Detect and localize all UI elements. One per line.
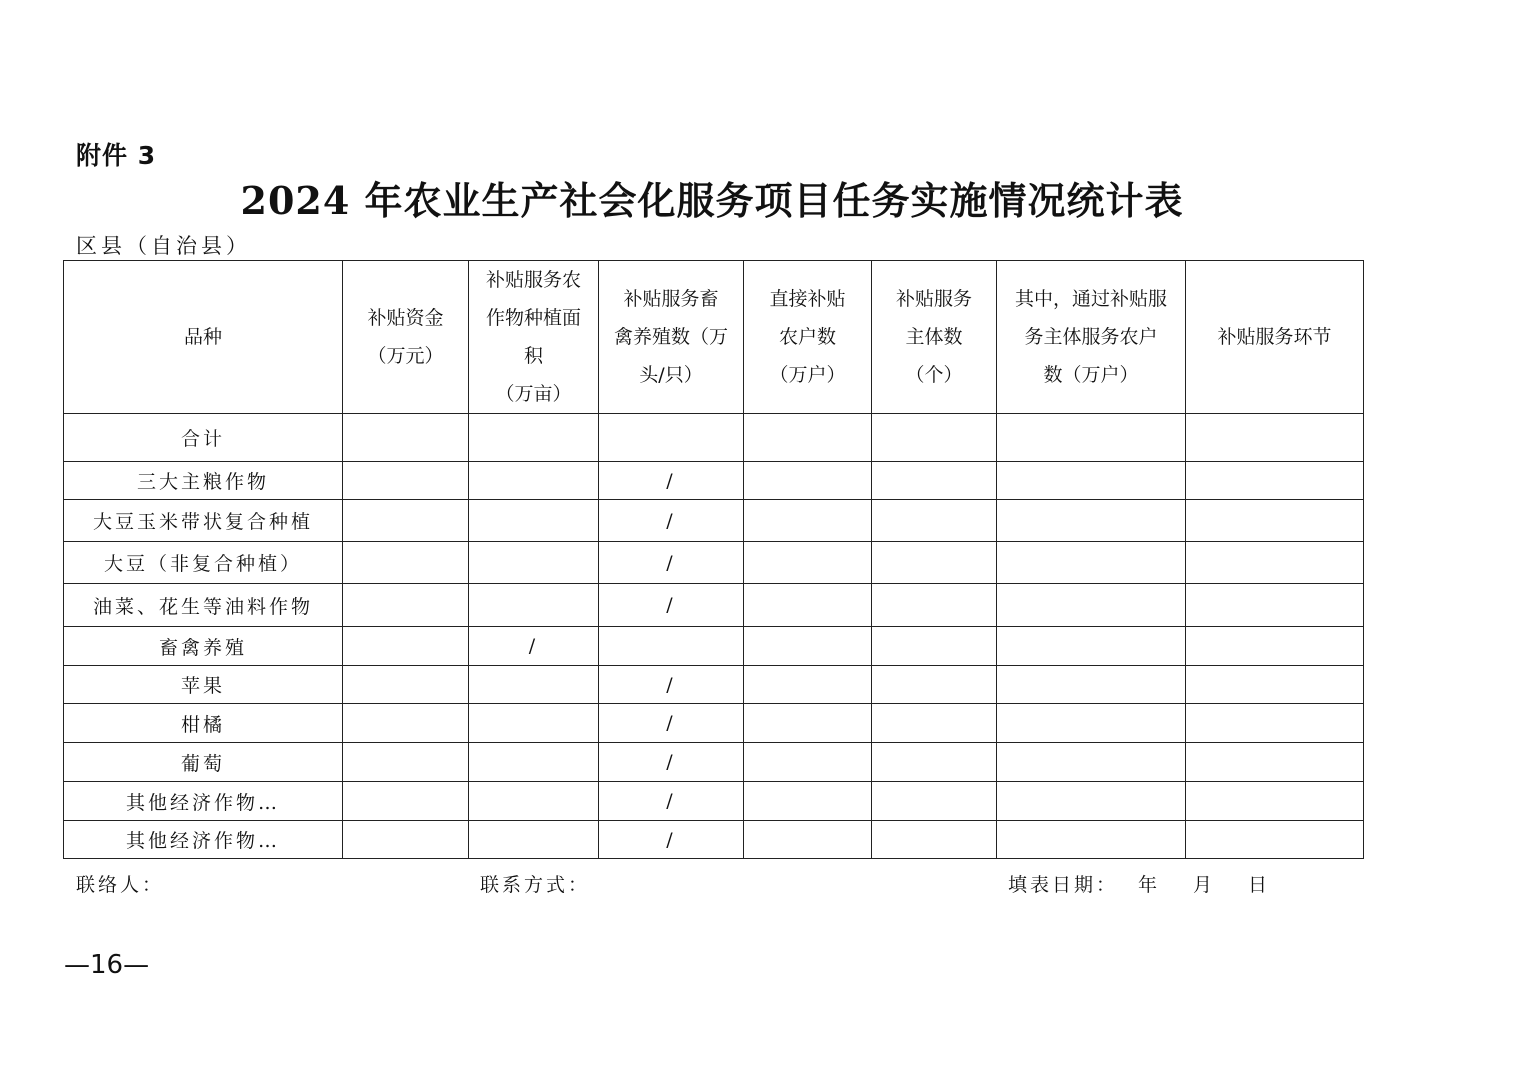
fill-date-label: 填表日期： (1008, 874, 1119, 896)
table-cell (744, 782, 872, 821)
table-cell (744, 542, 872, 584)
table-row (64, 462, 1364, 500)
contact-method-label: 联系方式： (480, 874, 591, 896)
row-variety-cell: 油菜、花生等油料作物 (64, 584, 343, 627)
table-row (64, 627, 1364, 666)
table-cell: / (599, 743, 744, 782)
document-title: 2024 年农业生产社会化服务项目任务实施情况统计表 (240, 178, 1184, 223)
table-row (64, 666, 1364, 704)
table-cell (997, 584, 1186, 627)
table-cell (343, 542, 469, 584)
table-cell: / (469, 627, 599, 666)
header-subsidy-funds (343, 261, 469, 414)
header-livestock-count (599, 261, 744, 414)
table-cell (343, 666, 469, 704)
row-variety-cell: 其他经济作物… (64, 821, 343, 859)
table-cell (599, 414, 744, 462)
table-cell (343, 462, 469, 500)
table-header-row (64, 261, 1364, 414)
table-cell (1186, 500, 1364, 542)
table-cell (469, 414, 599, 462)
table-cell (343, 743, 469, 782)
row-variety-cell: 畜禽养殖 (64, 627, 343, 666)
header-label: 品种 (183, 326, 222, 348)
row-variety-cell: 葡萄 (64, 743, 343, 782)
header-label: 直接补贴 农户数 （万户） (769, 288, 846, 386)
table-cell (1186, 666, 1364, 704)
table-cell: / (599, 821, 744, 859)
row-variety-cell: 柑橘 (64, 704, 343, 743)
table-cell (469, 666, 599, 704)
header-service-entities (872, 261, 997, 414)
table-cell (744, 666, 872, 704)
row-variety-cell: 其他经济作物… (64, 782, 343, 821)
table-cell (1186, 462, 1364, 500)
table-row (64, 584, 1364, 627)
table-cell (744, 500, 872, 542)
table-row (64, 743, 1364, 782)
table-cell (1186, 704, 1364, 743)
table-cell (997, 414, 1186, 462)
table-cell: / (599, 584, 744, 627)
table-row (64, 782, 1364, 821)
header-label: 补贴服务环节 (1217, 326, 1332, 348)
header-label: 补贴服务农 作物种植面 积 （万亩） (485, 269, 581, 405)
row-variety-cell: 大豆（非复合种植） (64, 542, 343, 584)
table-cell (1186, 542, 1364, 584)
table-cell (343, 821, 469, 859)
table-cell (343, 500, 469, 542)
table-cell: / (599, 542, 744, 584)
table-cell (469, 500, 599, 542)
header-label: 其中，通过补贴服 务主体服务农户 数（万户） (1014, 288, 1167, 386)
table-cell (469, 542, 599, 584)
table-cell: / (599, 666, 744, 704)
table-cell (1186, 743, 1364, 782)
table-cell (469, 584, 599, 627)
contact-person-label: 联络人： (76, 874, 165, 896)
table-row (64, 821, 1364, 859)
table-cell: / (599, 462, 744, 500)
header-service-stages (1186, 261, 1364, 414)
table-cell (469, 782, 599, 821)
table-row (64, 704, 1364, 743)
table-cell (744, 821, 872, 859)
table-cell (343, 627, 469, 666)
table-cell (997, 782, 1186, 821)
table-cell (872, 782, 997, 821)
table-cell (997, 821, 1186, 859)
table-row (64, 500, 1364, 542)
page-number: —16— (64, 950, 150, 980)
row-variety-cell: 三大主粮作物 (64, 462, 343, 500)
table-cell (1186, 627, 1364, 666)
table-cell (872, 542, 997, 584)
table-cell (469, 821, 599, 859)
table-cell (1186, 584, 1364, 627)
row-variety-cell: 大豆玉米带状复合种植 (64, 500, 343, 542)
table-cell (744, 414, 872, 462)
table-cell (872, 821, 997, 859)
table-cell (872, 627, 997, 666)
table-cell (872, 666, 997, 704)
table-cell (872, 500, 997, 542)
table-cell (997, 743, 1186, 782)
month-label: 月 (1193, 874, 1216, 896)
header-label: 补贴服务 主体数 （个） (895, 288, 972, 386)
year-label: 年 (1138, 874, 1161, 896)
row-variety-cell: 苹果 (64, 666, 343, 704)
table-cell: / (599, 704, 744, 743)
table-cell (997, 627, 1186, 666)
table-cell (872, 704, 997, 743)
table-cell: / (599, 500, 744, 542)
table-cell (343, 414, 469, 462)
table-body (64, 414, 1364, 859)
table-cell (744, 704, 872, 743)
table-cell (872, 584, 997, 627)
table-cell (744, 584, 872, 627)
table-cell (469, 743, 599, 782)
table-cell (872, 743, 997, 782)
table-cell (599, 627, 744, 666)
table-cell (343, 704, 469, 743)
header-direct-households (744, 261, 872, 414)
attachment-label: 附件 3 (76, 141, 157, 170)
table-cell (997, 542, 1186, 584)
table-cell (744, 627, 872, 666)
table-cell (1186, 782, 1364, 821)
table-cell (1186, 821, 1364, 859)
header-crop-area (469, 261, 599, 414)
table-cell (997, 500, 1186, 542)
table-cell (469, 462, 599, 500)
table-cell: / (599, 782, 744, 821)
table-cell (872, 414, 997, 462)
table-cell (997, 666, 1186, 704)
table-cell (872, 462, 997, 500)
header-label: 补贴资金 （万元） (367, 307, 444, 367)
row-variety-cell: 合计 (64, 414, 343, 462)
header-variety (64, 261, 343, 414)
district-label: 区县（自治县） (76, 234, 251, 258)
table-cell (469, 704, 599, 743)
table-cell (997, 462, 1186, 500)
table-cell (1186, 414, 1364, 462)
day-label: 日 (1248, 874, 1271, 896)
table-cell (744, 462, 872, 500)
table-row (64, 542, 1364, 584)
header-served-households (997, 261, 1186, 414)
table-cell (744, 743, 872, 782)
table-cell (343, 584, 469, 627)
statistics-table (63, 260, 1364, 859)
table-row (64, 414, 1364, 462)
header-label: 补贴服务畜 禽养殖数（万 头/只） (613, 288, 728, 386)
table-cell (997, 704, 1186, 743)
table-cell (343, 782, 469, 821)
